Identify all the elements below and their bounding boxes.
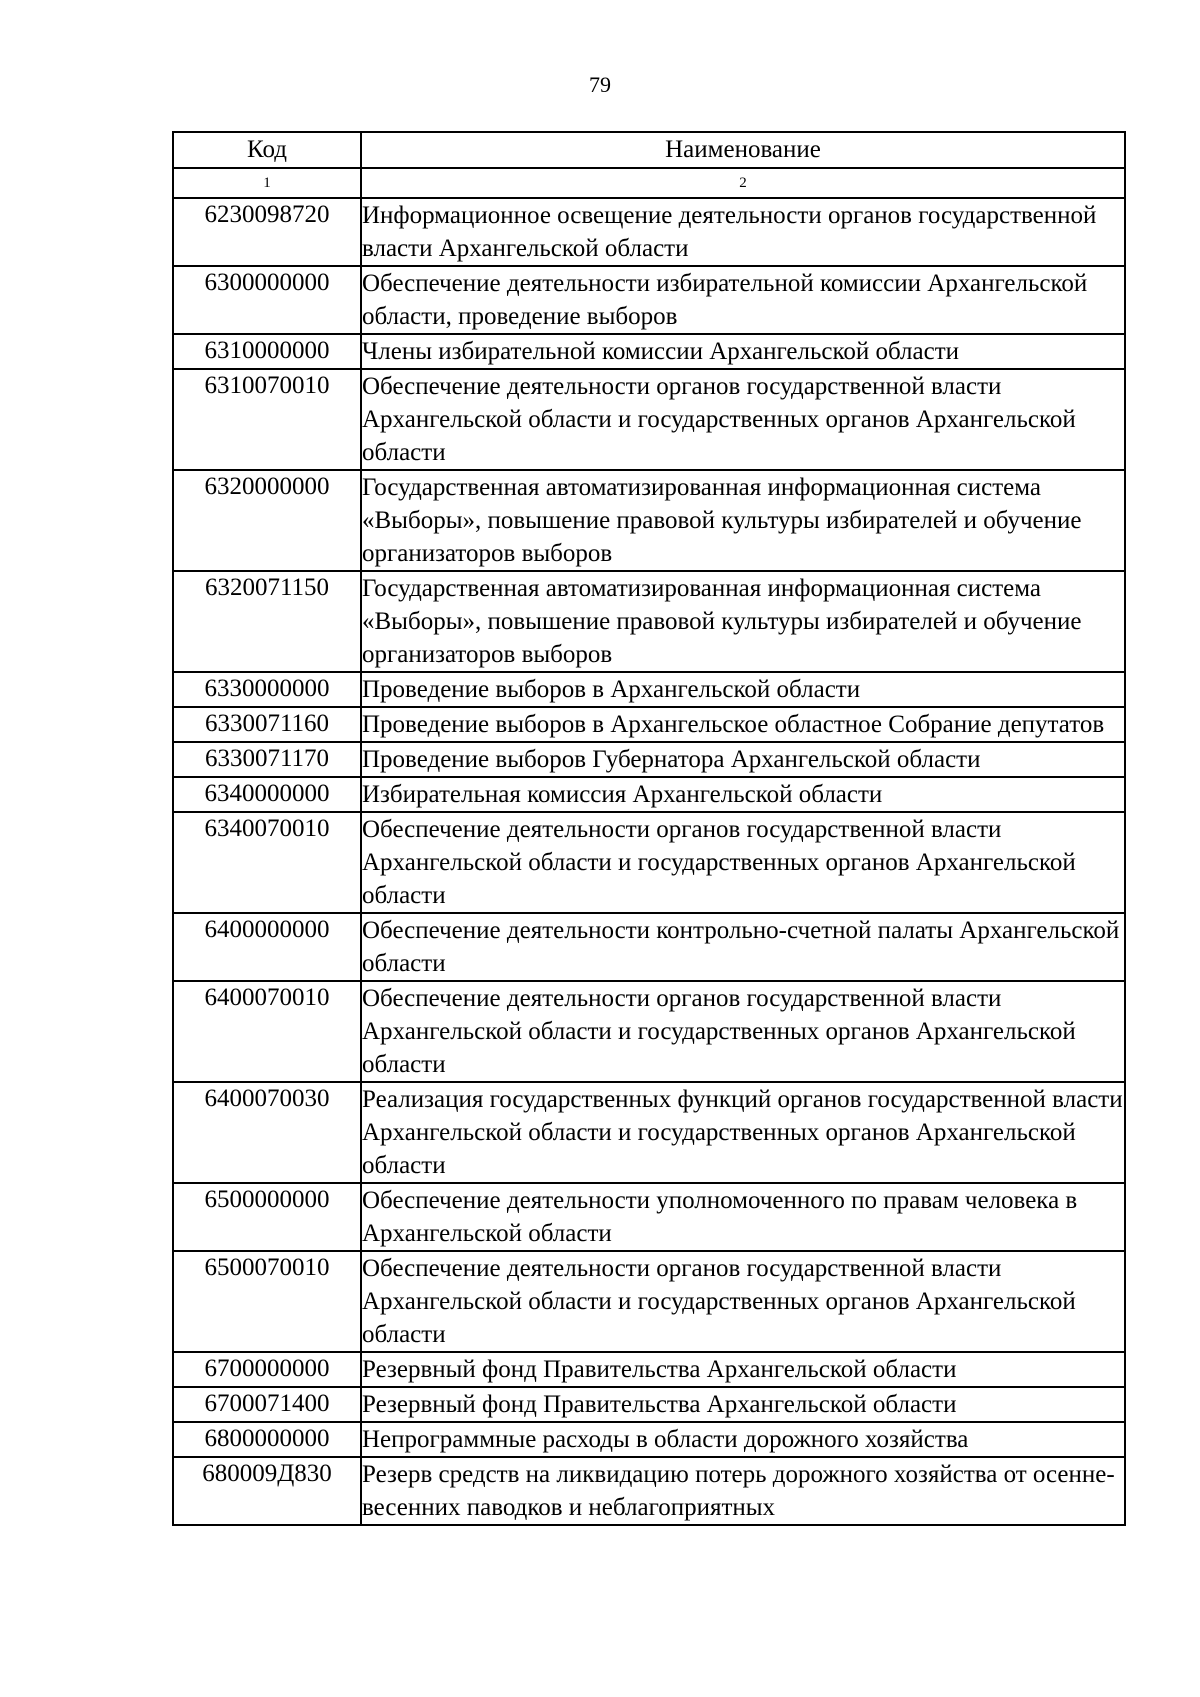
row-name: Обеспечение деятельности органов государственной власти Архангельской области и государственных органов Архангельской области bbox=[361, 812, 1125, 913]
row-code: 6300000000 bbox=[173, 266, 361, 334]
column-number-code: 1 bbox=[173, 168, 361, 198]
table-row bbox=[173, 777, 1125, 812]
row-name: Обеспечение деятельности органов государственной власти Архангельской области и государственных органов Архангельской области bbox=[361, 1251, 1125, 1352]
row-code: 6330000000 bbox=[173, 672, 361, 707]
row-name: Обеспечение деятельности органов государственной власти Архангельской области и государственных органов Архангельской области bbox=[361, 981, 1125, 1082]
header-code: Код bbox=[173, 132, 361, 168]
row-code: 6400070030 bbox=[173, 1082, 361, 1183]
row-name: Члены избирательной комиссии Архангельской области bbox=[361, 334, 1125, 369]
row-code: 6400000000 bbox=[173, 913, 361, 981]
row-name: Проведение выборов Губернатора Архангельской области bbox=[361, 742, 1125, 777]
row-name: Обеспечение деятельности контрольно-счетной палаты Архангельской области bbox=[361, 913, 1125, 981]
row-name: Государственная автоматизированная информационная система «Выборы», повышение правовой культуры избирателей и обучение организаторов выборов bbox=[361, 470, 1125, 571]
row-code: 6500000000 bbox=[173, 1183, 361, 1251]
row-name: Государственная автоматизированная информационная система «Выборы», повышение правовой культуры избирателей и обучение организаторов выборов bbox=[361, 571, 1125, 672]
table-row bbox=[173, 334, 1125, 369]
table-row bbox=[173, 571, 1125, 672]
table-row bbox=[173, 470, 1125, 571]
row-code: 6330071170 bbox=[173, 742, 361, 777]
table-row bbox=[173, 812, 1125, 913]
table-row bbox=[173, 369, 1125, 470]
row-name: Обеспечение деятельности избирательной комиссии Архангельской области, проведение выборов bbox=[361, 266, 1125, 334]
table-row bbox=[173, 1387, 1125, 1422]
page-number: 79 bbox=[589, 72, 611, 97]
row-name: Резервный фонд Правительства Архангельской области bbox=[361, 1352, 1125, 1387]
row-code: 6320000000 bbox=[173, 470, 361, 571]
table-row bbox=[173, 1183, 1125, 1251]
table-row bbox=[173, 1251, 1125, 1352]
row-code: 6330071160 bbox=[173, 707, 361, 742]
budget-code-table bbox=[172, 131, 1126, 1526]
row-name: Проведение выборов в Архангельской области bbox=[361, 672, 1125, 707]
table-header-row bbox=[173, 132, 1125, 168]
table-row bbox=[173, 1082, 1125, 1183]
table-row bbox=[173, 672, 1125, 707]
row-code: 6320071150 bbox=[173, 571, 361, 672]
row-code: 680009Д830 bbox=[173, 1457, 361, 1525]
row-name: Резервный фонд Правительства Архангельской области bbox=[361, 1387, 1125, 1422]
row-name: Обеспечение деятельности органов государственной власти Архангельской области и государственных органов Архангельской области bbox=[361, 369, 1125, 470]
table-row bbox=[173, 198, 1125, 266]
table-row bbox=[173, 742, 1125, 777]
row-name: Проведение выборов в Архангельское областное Собрание депутатов bbox=[361, 707, 1125, 742]
column-number-row bbox=[173, 168, 1125, 198]
table-row bbox=[173, 981, 1125, 1082]
row-code: 6500070010 bbox=[173, 1251, 361, 1352]
row-name: Обеспечение деятельности уполномоченного по правам человека в Архангельской области bbox=[361, 1183, 1125, 1251]
row-code: 6800000000 bbox=[173, 1422, 361, 1457]
table-row bbox=[173, 266, 1125, 334]
row-name: Реализация государственных функций органов государственной власти Архангельской области и государственных органов Архангельской области bbox=[361, 1082, 1125, 1183]
row-code: 6230098720 bbox=[173, 198, 361, 266]
row-code: 6310000000 bbox=[173, 334, 361, 369]
table-row bbox=[173, 1457, 1125, 1525]
row-code: 6340000000 bbox=[173, 777, 361, 812]
row-code: 6700000000 bbox=[173, 1352, 361, 1387]
header-name: Наименование bbox=[361, 132, 1125, 168]
table-row bbox=[173, 1422, 1125, 1457]
row-name: Резерв средств на ликвидацию потерь дорожного хозяйства от осенне-весенних паводков и неблагоприятных bbox=[361, 1457, 1125, 1525]
row-name: Избирательная комиссия Архангельской области bbox=[361, 777, 1125, 812]
row-code: 6700071400 bbox=[173, 1387, 361, 1422]
row-code: 6400070010 bbox=[173, 981, 361, 1082]
column-number-name: 2 bbox=[361, 168, 1125, 198]
table-row bbox=[173, 707, 1125, 742]
row-name: Информационное освещение деятельности органов государственной власти Архангельской области bbox=[361, 198, 1125, 266]
row-code: 6310070010 bbox=[173, 369, 361, 470]
row-name: Непрограммные расходы в области дорожного хозяйства bbox=[361, 1422, 1125, 1457]
row-code: 6340070010 bbox=[173, 812, 361, 913]
table-row bbox=[173, 1352, 1125, 1387]
table-row bbox=[173, 913, 1125, 981]
